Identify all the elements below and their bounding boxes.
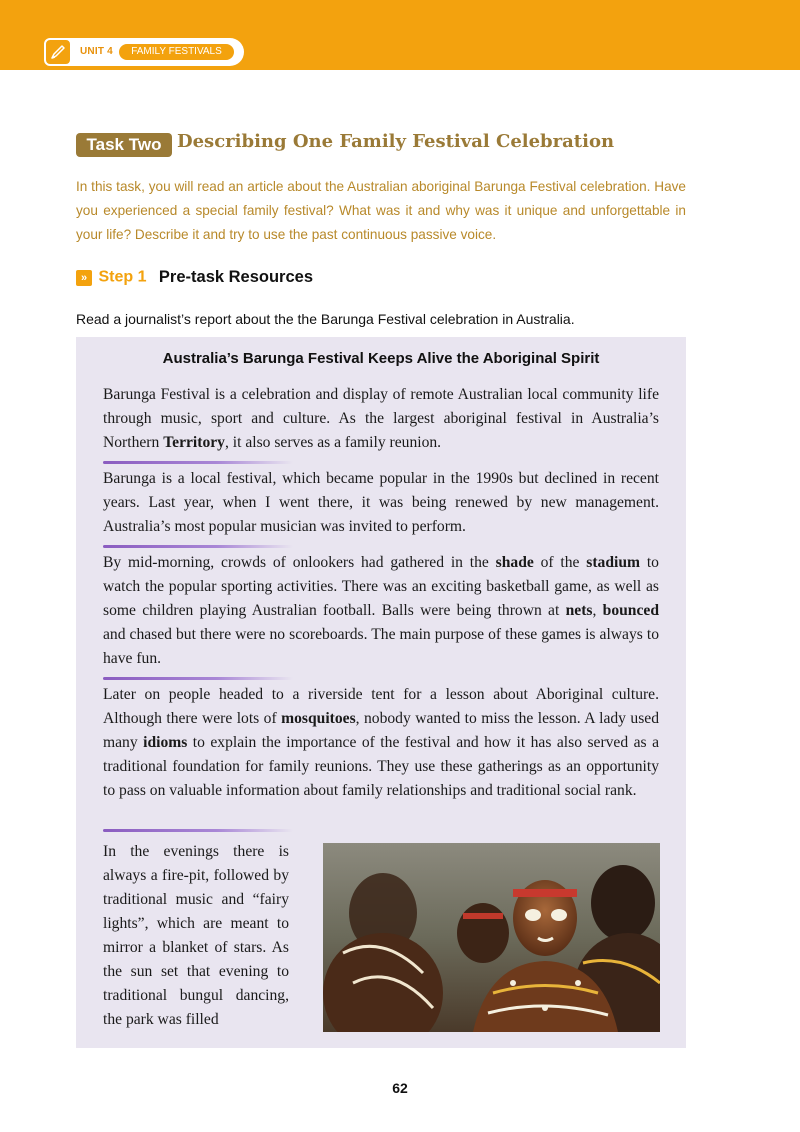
vocab-nets: nets	[565, 602, 593, 619]
task-intro: In this task, you will read an article about the Australian aboriginal Barunga Festival celebration. Have you experienced a special family festival? What was it and why was it unique and unforgettable in your life? Describe it and try to use the past continuous passive voice.	[76, 179, 686, 242]
unit-label: UNIT 4	[80, 46, 113, 57]
double-chevron-icon: »	[76, 270, 92, 286]
article-paragraph-4: Later on people headed to a riverside tent for a lesson about Aboriginal culture. Although there were lots of mosquitoes, nobody wanted to miss the lesson. A lady used many idioms to explain the importance of the festival and how it has also served as a traditional foundation for family reunions. They use these gatherings as an opportunity to pass on valuable information about family relationships and traditional social rank.	[103, 686, 659, 799]
festival-dancers-photo	[323, 843, 660, 1032]
article-paragraph-1: Barunga Festival is a celebration and display of remote Australian local community life through music, sport and culture. As the largest aboriginal festival in Australia’s Northern Territory, it also serves as a family reunion.	[103, 386, 659, 451]
paragraph-divider	[103, 829, 293, 832]
page-number: 62	[392, 1080, 408, 1096]
paragraph-divider	[103, 461, 293, 464]
vocab-mosquitoes: mosquitoes	[281, 710, 356, 727]
vocab-shade: shade	[495, 554, 534, 571]
reading-instruction: Read a journalist’s report about the the Barunga Festival celebration in Australia.	[76, 311, 575, 327]
article-title: Australia’s Barunga Festival Keeps Alive the Aboriginal Spirit	[162, 350, 600, 367]
task-title: Describing One Family Festival Celebration	[177, 131, 615, 152]
pen-icon	[44, 38, 72, 66]
step-heading	[76, 268, 313, 288]
task-badge: Task Two	[76, 133, 172, 157]
vocab-stadium: stadium	[586, 554, 641, 571]
article-paragraph-3: By mid-morning, crowds of onlookers had gathered in the shade of the stadium to watch the popular sporting activities. There was an exciting basketball game, as well as some children playing Australian football. Balls were being thrown at nets, bounced and chased but there were no scoreboards. The main purpose of these games is always to have fun.	[103, 554, 659, 667]
paragraph-divider	[103, 677, 293, 680]
unit-theme: FAMILY FESTIVALS	[119, 44, 234, 60]
paragraph-divider	[103, 545, 293, 548]
article-paragraph-2: Barunga is a local festival, which became popular in the 1990s but declined in recent years. Last year, when I went there, it was being renewed by new management. Australia’s most popular musician was invited to perform.	[103, 470, 659, 535]
vocab-idioms: idioms	[143, 734, 188, 751]
vocab-bounced: bounced	[602, 602, 659, 619]
article-paragraph-5: In the evenings there is always a fire-pit, followed by traditional music and “fairy lights”, which are meant to mirror a blanket of stars. As the sun set that evening to traditional bungul dancing, the park was filled	[103, 843, 289, 1028]
step-label: Step 1	[98, 268, 147, 286]
step-title: Pre-task Resources	[158, 268, 314, 286]
vocab-territory: Territory	[163, 434, 225, 451]
